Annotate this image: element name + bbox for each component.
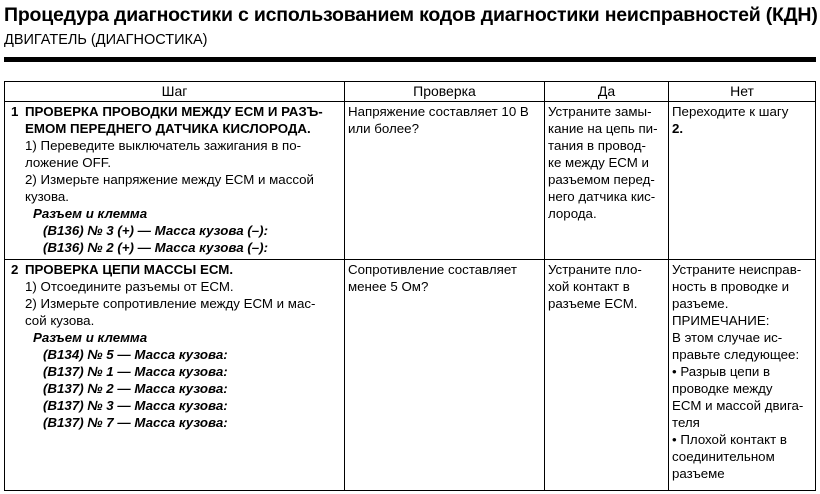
step-cell xyxy=(5,102,345,260)
no-cell xyxy=(669,102,816,260)
no-line: разъеме xyxy=(672,466,725,481)
yes-line: него датчика кис- xyxy=(548,189,656,204)
check-cell xyxy=(345,260,545,491)
no-line: ность в проводке и xyxy=(672,279,790,294)
check-line: Сопротивление составляет xyxy=(348,262,517,277)
no-line: Переходите к шагу xyxy=(672,104,789,119)
column-header-check: Проверка xyxy=(345,82,545,102)
step-content xyxy=(8,261,341,431)
step-instruction: 2) Измерьте сопротивление между ЕСМ и мас- xyxy=(25,296,316,311)
step-instruction: кузова. xyxy=(25,189,69,204)
step-number: 2 xyxy=(11,262,19,277)
terminal-spec: (B137) № 3 — Масса кузова: xyxy=(43,398,228,413)
terminal-spec: (B137) № 1 — Масса кузова: xyxy=(43,364,228,379)
no-line: правьте следующее: xyxy=(672,347,800,362)
check-line: или более? xyxy=(348,121,419,136)
yes-line: кание на цепь пи- xyxy=(548,121,658,136)
step-instruction: 2) Измерьте напряжение между ЕСМ и массой xyxy=(25,172,314,187)
divider xyxy=(4,57,816,62)
yes-line: ке между ЕСМ и xyxy=(548,155,649,170)
no-line: разъеме. xyxy=(672,296,729,311)
terminal-spec: (B134) № 5 — Масса кузова: xyxy=(43,347,228,362)
terminal-spec: (B136) № 2 (+) — Масса кузова (–): xyxy=(43,240,268,255)
table-row xyxy=(5,102,816,260)
diagnostic-table xyxy=(4,81,816,491)
check-cell xyxy=(345,102,545,260)
no-line: • Разрыв цепи в xyxy=(672,364,771,379)
terminal-label: Разъем и клемма xyxy=(33,206,148,221)
terminal-label: Разъем и клемма xyxy=(33,330,148,345)
column-header-yes: Да xyxy=(545,82,669,102)
no-line: • Плохой контакт в xyxy=(672,432,787,447)
terminal-spec: (B137) № 2 — Масса кузова: xyxy=(43,381,228,396)
check-line: Напряжение составляет 10 В xyxy=(348,104,529,119)
step-instruction: ложение OFF. xyxy=(25,155,112,170)
yes-cell xyxy=(545,260,669,491)
yes-line: разъеме ЕСМ. xyxy=(548,296,638,311)
yes-cell xyxy=(545,102,669,260)
table-row xyxy=(5,260,816,491)
yes-line: Устраните пло- xyxy=(548,262,642,277)
no-line: ЕСМ и массой двига- xyxy=(672,398,804,413)
no-line: Устраните неисправ- xyxy=(672,262,802,277)
yes-line: лорода. xyxy=(548,206,597,221)
yes-line: разъемом перед- xyxy=(548,172,655,187)
step-title: ПРОВЕРКА ПРОВОДКИ МЕЖДУ ЕСМ И РАЗЪ- xyxy=(25,104,323,119)
no-cell xyxy=(669,260,816,491)
step-instruction: сой кузова. xyxy=(25,313,95,328)
check-line: менее 5 Ом? xyxy=(348,279,429,294)
step-cell xyxy=(5,260,345,491)
table-header-row xyxy=(5,82,816,102)
no-line: теля xyxy=(672,415,700,430)
no-line: ПРИМЕЧАНИЕ: xyxy=(672,313,770,328)
step-instruction: 1) Переведите выключатель зажигания в по- xyxy=(25,138,302,153)
page-title: Процедура диагностики с использованием кодов диагностики неисправностей (КДН) xyxy=(4,4,818,26)
step-title: ЕМОМ ПЕРЕДНЕГО ДАТЧИКА КИСЛОРОДА. xyxy=(25,121,311,136)
no-line: соединительном xyxy=(672,449,775,464)
terminal-spec: (B136) № 3 (+) — Масса кузова (–): xyxy=(43,223,268,238)
no-line: проводке между xyxy=(672,381,773,396)
goto-step-number: 2. xyxy=(672,121,684,136)
step-instruction: 1) Отсоедините разъемы от ЕСМ. xyxy=(25,279,234,294)
step-content xyxy=(8,103,341,256)
yes-line: хой контакт в xyxy=(548,279,630,294)
column-header-no: Нет xyxy=(669,82,816,102)
step-number: 1 xyxy=(11,104,19,119)
terminal-spec: (B137) № 7 — Масса кузова: xyxy=(43,415,228,430)
step-title: ПРОВЕРКА ЦЕПИ МАССЫ ЕСМ. xyxy=(25,262,234,277)
yes-line: тания в провод- xyxy=(548,138,646,153)
column-header-step: Шаг xyxy=(5,82,345,102)
section-subtitle: ДВИГАТЕЛЬ (ДИАГНОСТИКА) xyxy=(4,32,208,48)
no-line: В этом случае ис- xyxy=(672,330,783,345)
yes-line: Устраните замы- xyxy=(548,104,652,119)
